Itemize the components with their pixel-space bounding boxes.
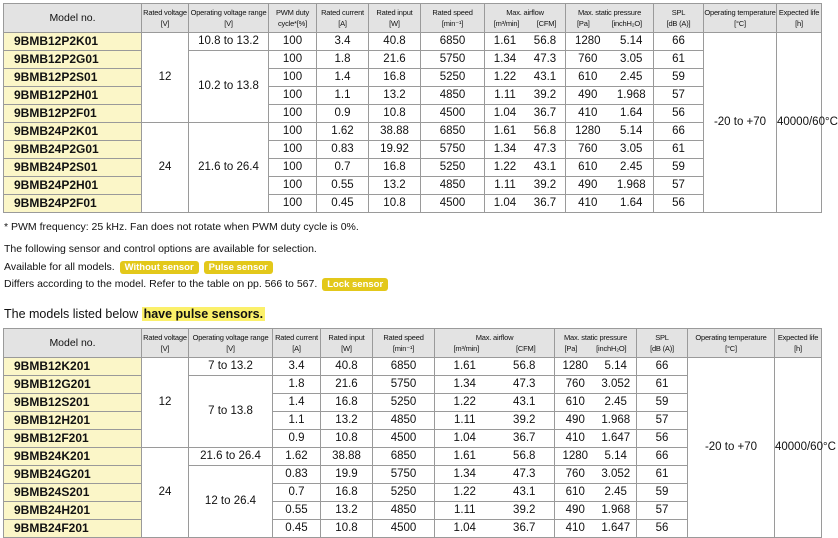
rated-input: 16.8 <box>321 394 373 412</box>
spec-table-pulse <box>3 328 836 538</box>
max-static-pressure-b: 5.14 <box>620 125 643 137</box>
max-static-pressure-b: 5.14 <box>620 35 643 47</box>
max-static-pressure-a: 1280 <box>574 35 601 47</box>
max-static-pressure-b: 3.05 <box>620 53 643 65</box>
max-static-pressure <box>566 87 654 105</box>
max-airflow <box>435 466 555 484</box>
max-airflow-a: 1.11 <box>494 179 516 191</box>
model-no: 9BMB12P2K01 <box>4 33 142 51</box>
spl: 66 <box>637 358 688 376</box>
rated-voltage: 24 <box>142 123 189 213</box>
model-no: 9BMB24K201 <box>4 448 142 466</box>
rated-speed: 5750 <box>421 141 485 159</box>
rated-input: 13.2 <box>369 87 421 105</box>
model-no: 9BMB24P2F01 <box>4 195 142 213</box>
max-airflow-b: 36.7 <box>513 432 536 444</box>
rated-input: 38.88 <box>369 123 421 141</box>
max-static-pressure-b: 1.968 <box>616 89 646 101</box>
model-no: 9BMB12P2F01 <box>4 105 142 123</box>
max-airflow-b: 36.7 <box>533 107 557 119</box>
max-airflow-a: 1.11 <box>494 89 516 101</box>
table-row <box>4 105 822 123</box>
rated-current: 0.7 <box>273 484 321 502</box>
max-airflow-b: 39.2 <box>513 414 536 426</box>
max-static-pressure-b: 3.052 <box>601 468 631 480</box>
max-static-pressure <box>566 177 654 195</box>
max-static-pressure-a: 410 <box>565 522 585 534</box>
max-airflow-a: 1.34 <box>493 143 517 155</box>
spl: 59 <box>654 159 704 177</box>
header-rated-voltage: Rated voltage [V] <box>142 4 189 33</box>
max-static-pressure-b: 2.45 <box>604 486 627 498</box>
options-intro: The following sensor and control options are available for selection. <box>4 243 317 255</box>
rated-input: 16.8 <box>369 159 421 177</box>
max-static-pressure <box>555 412 637 430</box>
max-airflow-b: 43.1 <box>513 396 536 408</box>
spl: 56 <box>637 430 688 448</box>
max-static-pressure-a: 610 <box>578 161 598 173</box>
max-static-pressure-a: 490 <box>578 179 598 191</box>
max-airflow <box>485 51 566 69</box>
max-static-pressure-a: 760 <box>565 468 585 480</box>
model-no: 9BMB12S201 <box>4 394 142 412</box>
max-airflow-b: 47.3 <box>513 378 536 390</box>
max-static-pressure-a: 410 <box>565 432 585 444</box>
model-no: 9BMB24P2S01 <box>4 159 142 177</box>
rated-speed: 6850 <box>373 448 435 466</box>
operating-voltage-range: 7 to 13.8 <box>189 376 273 448</box>
table-row <box>4 358 822 376</box>
expected-life: 40000/60°C <box>775 358 822 538</box>
rated-speed: 6850 <box>373 358 435 376</box>
rated-speed: 4500 <box>373 430 435 448</box>
max-airflow <box>435 484 555 502</box>
header2-spl: SPL [dB (A)] <box>637 329 688 358</box>
rated-input: 19.92 <box>369 141 421 159</box>
rated-input: 19.9 <box>321 466 373 484</box>
max-airflow <box>485 177 566 195</box>
max-airflow-a: 1.04 <box>493 107 517 119</box>
max-airflow-a: 1.22 <box>453 396 476 408</box>
max-static-pressure-a: 1280 <box>562 360 589 372</box>
max-airflow-a: 1.34 <box>453 468 476 480</box>
max-static-pressure-b: 1.968 <box>601 414 631 426</box>
max-static-pressure <box>555 394 637 412</box>
rated-voltage: 12 <box>142 33 189 123</box>
spl: 61 <box>637 466 688 484</box>
max-airflow-a: 1.04 <box>493 197 517 209</box>
max-static-pressure-a: 490 <box>578 89 598 101</box>
rated-input: 10.8 <box>369 105 421 123</box>
max-airflow-a: 1.61 <box>453 450 476 462</box>
max-airflow <box>485 69 566 87</box>
max-static-pressure-b: 1.64 <box>620 197 643 209</box>
pwm-footnote: * PWM frequency: 25 kHz. Fan does not rotate when PWM duty cycle is 0%. <box>4 221 359 233</box>
table-row <box>4 195 822 213</box>
max-airflow-a: 1.61 <box>493 125 517 137</box>
max-static-pressure <box>555 466 637 484</box>
spec-table-pwm <box>3 3 838 213</box>
max-static-pressure-a: 760 <box>565 378 585 390</box>
rated-current: 0.45 <box>317 195 369 213</box>
table-row <box>4 87 822 105</box>
header2-pressure: Max. static pressure [Pa] [inchH₂O] <box>555 329 637 358</box>
spl: 59 <box>637 394 688 412</box>
rated-current: 1.1 <box>317 87 369 105</box>
rated-input: 38.88 <box>321 448 373 466</box>
max-airflow-b: 43.1 <box>533 161 557 173</box>
max-airflow <box>485 33 566 51</box>
max-airflow-b: 43.1 <box>533 71 557 83</box>
max-airflow-b: 39.2 <box>513 504 536 516</box>
header2-life: Expected life [h] <box>775 329 822 358</box>
rated-input: 13.2 <box>321 502 373 520</box>
header-speed: Rated speed [min⁻¹] <box>421 4 485 33</box>
max-airflow-a: 1.61 <box>453 360 476 372</box>
pwm-duty: 100 <box>269 141 317 159</box>
max-static-pressure-a: 410 <box>578 107 598 119</box>
max-static-pressure <box>555 448 637 466</box>
pwm-duty: 100 <box>269 51 317 69</box>
model-no: 9BMB12P2S01 <box>4 69 142 87</box>
tag-without-sensor: Without sensor <box>120 261 199 274</box>
rated-current: 0.83 <box>317 141 369 159</box>
max-static-pressure <box>566 105 654 123</box>
rated-input: 16.8 <box>321 484 373 502</box>
rated-current: 0.45 <box>273 520 321 538</box>
rated-speed: 5250 <box>373 394 435 412</box>
max-static-pressure-b: 5.14 <box>604 450 627 462</box>
rated-speed: 5750 <box>373 376 435 394</box>
operating-voltage-range: 12 to 26.4 <box>189 466 273 538</box>
max-static-pressure <box>566 141 654 159</box>
operating-voltage-range: 21.6 to 26.4 <box>189 448 273 466</box>
rated-speed: 4850 <box>421 177 485 195</box>
rated-current: 0.7 <box>317 159 369 177</box>
rated-speed: 5250 <box>421 159 485 177</box>
model-no: 9BMB12H201 <box>4 412 142 430</box>
rated-current: 1.8 <box>273 376 321 394</box>
model-no: 9BMB12F201 <box>4 430 142 448</box>
rated-current: 3.4 <box>273 358 321 376</box>
model-no: 9BMB24F201 <box>4 520 142 538</box>
table-row <box>4 177 822 195</box>
available-all-line <box>4 261 273 274</box>
model-no: 9BMB24P2K01 <box>4 123 142 141</box>
spl: 61 <box>637 376 688 394</box>
header-model: Model no. <box>4 4 142 33</box>
operating-temperature: -20 to +70 <box>688 358 775 538</box>
max-airflow <box>435 394 555 412</box>
header-operating-voltage: Operating voltage range [V] <box>189 4 269 33</box>
model-no: 9BMB12P2G01 <box>4 51 142 69</box>
rated-input: 40.8 <box>321 358 373 376</box>
max-static-pressure-b: 3.05 <box>620 143 643 155</box>
rated-input: 10.8 <box>321 520 373 538</box>
header-airflow: Max. airflow [m³/min] [CFM] <box>485 4 566 33</box>
rated-current: 3.4 <box>317 33 369 51</box>
rated-input: 40.8 <box>369 33 421 51</box>
max-airflow-b: 36.7 <box>513 522 536 534</box>
rated-input: 13.2 <box>321 412 373 430</box>
max-static-pressure-b: 1.64 <box>620 107 643 119</box>
max-airflow <box>485 105 566 123</box>
model-no: 9BMB24H201 <box>4 502 142 520</box>
max-airflow <box>485 87 566 105</box>
rated-current: 1.62 <box>273 448 321 466</box>
max-airflow-a: 1.34 <box>453 378 476 390</box>
max-airflow-a: 1.34 <box>493 53 517 65</box>
max-airflow <box>435 376 555 394</box>
max-static-pressure-b: 5.14 <box>604 360 627 372</box>
header-input: Rated input [W] <box>369 4 421 33</box>
spl: 59 <box>637 484 688 502</box>
max-airflow <box>485 195 566 213</box>
table-row <box>4 141 822 159</box>
max-static-pressure <box>566 51 654 69</box>
pwm-duty: 100 <box>269 33 317 51</box>
header2-current: Rated current [A] <box>273 329 321 358</box>
rated-speed: 5750 <box>373 466 435 484</box>
max-airflow-a: 1.61 <box>493 35 517 47</box>
max-airflow <box>435 430 555 448</box>
spl: 66 <box>654 123 704 141</box>
tag-pulse-sensor: Pulse sensor <box>204 261 273 274</box>
model-no: 9BMB24P2G01 <box>4 141 142 159</box>
spl: 61 <box>654 51 704 69</box>
tag-lock-sensor: Lock sensor <box>322 278 388 291</box>
rated-current: 1.62 <box>317 123 369 141</box>
max-airflow-b: 36.7 <box>533 197 557 209</box>
rated-current: 0.9 <box>273 430 321 448</box>
max-static-pressure <box>555 520 637 538</box>
differs-text: Differs according to the model. Refer to the table on pp. 566 to 567. <box>4 278 318 290</box>
max-static-pressure <box>566 33 654 51</box>
rated-current: 1.8 <box>317 51 369 69</box>
max-airflow <box>485 141 566 159</box>
max-static-pressure-a: 610 <box>565 396 585 408</box>
spl: 66 <box>637 448 688 466</box>
max-static-pressure <box>555 430 637 448</box>
differs-line <box>4 278 388 291</box>
max-airflow-a: 1.22 <box>493 71 517 83</box>
table-row <box>4 69 822 87</box>
header2-rated-voltage: Rated voltage [V] <box>142 329 189 358</box>
rated-current: 1.4 <box>317 69 369 87</box>
max-airflow <box>485 123 566 141</box>
rated-speed: 4500 <box>421 195 485 213</box>
rated-current: 1.4 <box>273 394 321 412</box>
table-row <box>4 159 822 177</box>
max-static-pressure-b: 1.647 <box>601 522 631 534</box>
header-current: Rated current [A] <box>317 4 369 33</box>
header2-speed: Rated speed [min⁻¹] <box>373 329 435 358</box>
model-no: 9BMB12P2H01 <box>4 87 142 105</box>
rated-voltage: 12 <box>142 358 189 448</box>
max-airflow-a: 1.04 <box>453 432 476 444</box>
max-static-pressure-b: 1.968 <box>616 179 646 191</box>
spl: 57 <box>654 87 704 105</box>
max-static-pressure-a: 410 <box>578 197 598 209</box>
table-row <box>4 51 822 69</box>
header2-operating-voltage: Operating voltage range [V] <box>189 329 273 358</box>
max-static-pressure <box>555 376 637 394</box>
max-static-pressure-a: 760 <box>578 143 598 155</box>
max-static-pressure-b: 3.052 <box>601 378 631 390</box>
rated-input: 16.8 <box>369 69 421 87</box>
spl: 56 <box>637 520 688 538</box>
rated-speed: 4850 <box>421 87 485 105</box>
rated-current: 0.55 <box>273 502 321 520</box>
spl: 57 <box>637 412 688 430</box>
pwm-duty: 100 <box>269 159 317 177</box>
rated-speed: 5250 <box>421 69 485 87</box>
max-airflow-b: 56.8 <box>533 35 557 47</box>
operating-voltage-range: 10.8 to 13.2 <box>189 33 269 51</box>
rated-speed: 6850 <box>421 33 485 51</box>
max-static-pressure-b: 2.45 <box>620 71 643 83</box>
pwm-duty: 100 <box>269 105 317 123</box>
max-airflow-a: 1.04 <box>453 522 476 534</box>
max-airflow <box>485 159 566 177</box>
pulse-sensor-heading: The models listed below have pulse sensors. <box>4 307 264 321</box>
max-airflow <box>435 502 555 520</box>
rated-speed: 5750 <box>421 51 485 69</box>
model-no: 9BMB24P2H01 <box>4 177 142 195</box>
max-airflow-a: 1.11 <box>453 414 476 426</box>
max-static-pressure-a: 490 <box>565 504 585 516</box>
spl: 57 <box>654 177 704 195</box>
model-no: 9BMB24S201 <box>4 484 142 502</box>
max-static-pressure <box>566 159 654 177</box>
rated-speed: 6850 <box>421 123 485 141</box>
max-airflow-a: 1.22 <box>453 486 476 498</box>
max-airflow-b: 47.3 <box>533 143 557 155</box>
rated-speed: 4850 <box>373 502 435 520</box>
rated-speed: 5250 <box>373 484 435 502</box>
max-static-pressure <box>566 195 654 213</box>
max-airflow <box>435 448 555 466</box>
rated-speed: 4850 <box>373 412 435 430</box>
spl: 61 <box>654 141 704 159</box>
max-static-pressure-a: 1280 <box>562 450 589 462</box>
max-airflow-b: 56.8 <box>533 125 557 137</box>
header-pressure: Max. static pressure [Pa] [inchH₂O] <box>566 4 654 33</box>
operating-temperature: -20 to +70 <box>704 33 777 213</box>
max-airflow-a: 1.22 <box>493 161 517 173</box>
spl: 56 <box>654 105 704 123</box>
max-airflow-b: 43.1 <box>513 486 536 498</box>
max-static-pressure-a: 490 <box>565 414 585 426</box>
max-static-pressure-b: 1.647 <box>601 432 631 444</box>
max-static-pressure-b: 2.45 <box>620 161 643 173</box>
header-life: Expected life [h] <box>777 4 822 33</box>
max-airflow-b: 56.8 <box>513 360 536 372</box>
pwm-duty: 100 <box>269 177 317 195</box>
pwm-duty: 100 <box>269 87 317 105</box>
max-static-pressure <box>555 502 637 520</box>
table-row <box>4 123 822 141</box>
rated-current: 1.1 <box>273 412 321 430</box>
max-airflow <box>435 520 555 538</box>
spl: 59 <box>654 69 704 87</box>
header-temperature: Operating temperature [°C] <box>704 4 777 33</box>
max-airflow-b: 47.3 <box>533 53 557 65</box>
model-no: 9BMB12G201 <box>4 376 142 394</box>
available-all-text: Available for all models. <box>4 261 115 273</box>
max-airflow-b: 39.2 <box>533 179 557 191</box>
rated-input: 10.8 <box>369 195 421 213</box>
max-static-pressure-a: 760 <box>578 53 598 65</box>
pwm-duty: 100 <box>269 69 317 87</box>
rated-speed: 4500 <box>373 520 435 538</box>
max-airflow-a: 1.11 <box>453 504 476 516</box>
operating-voltage-range: 10.2 to 13.8 <box>189 51 269 123</box>
spl: 57 <box>637 502 688 520</box>
max-airflow-b: 47.3 <box>513 468 536 480</box>
model-no: 9BMB12K201 <box>4 358 142 376</box>
header2-model: Model no. <box>4 329 142 358</box>
header2-airflow: Max. airflow [m³/min] [CFM] <box>435 329 555 358</box>
pwm-duty: 100 <box>269 123 317 141</box>
max-static-pressure <box>566 69 654 87</box>
max-static-pressure-a: 1280 <box>574 125 601 137</box>
header2-input: Rated input [W] <box>321 329 373 358</box>
rated-voltage: 24 <box>142 448 189 538</box>
rated-input: 21.6 <box>321 376 373 394</box>
max-airflow <box>435 412 555 430</box>
header2-temperature: Operating temperature [°C] <box>688 329 775 358</box>
max-static-pressure-a: 610 <box>578 71 598 83</box>
max-static-pressure-a: 610 <box>565 486 585 498</box>
max-airflow <box>435 358 555 376</box>
max-static-pressure <box>555 358 637 376</box>
header-pwm: PWM duty cycle*[%] <box>269 4 317 33</box>
pwm-duty: 100 <box>269 195 317 213</box>
max-static-pressure <box>566 123 654 141</box>
max-airflow-b: 39.2 <box>533 89 557 101</box>
expected-life: 40000/60°C <box>777 33 822 213</box>
rated-input: 13.2 <box>369 177 421 195</box>
max-static-pressure <box>555 484 637 502</box>
spl: 56 <box>654 195 704 213</box>
model-no: 9BMB24G201 <box>4 466 142 484</box>
header-spl: SPL [dB (A)] <box>654 4 704 33</box>
rated-input: 21.6 <box>369 51 421 69</box>
max-static-pressure-b: 1.968 <box>601 504 631 516</box>
max-airflow-b: 56.8 <box>513 450 536 462</box>
spl: 66 <box>654 33 704 51</box>
rated-current: 0.55 <box>317 177 369 195</box>
rated-input: 10.8 <box>321 430 373 448</box>
table-row <box>4 33 822 51</box>
rated-current: 0.83 <box>273 466 321 484</box>
rated-speed: 4500 <box>421 105 485 123</box>
max-static-pressure-b: 2.45 <box>604 396 627 408</box>
operating-voltage-range: 21.6 to 26.4 <box>189 123 269 213</box>
operating-voltage-range: 7 to 13.2 <box>189 358 273 376</box>
rated-current: 0.9 <box>317 105 369 123</box>
